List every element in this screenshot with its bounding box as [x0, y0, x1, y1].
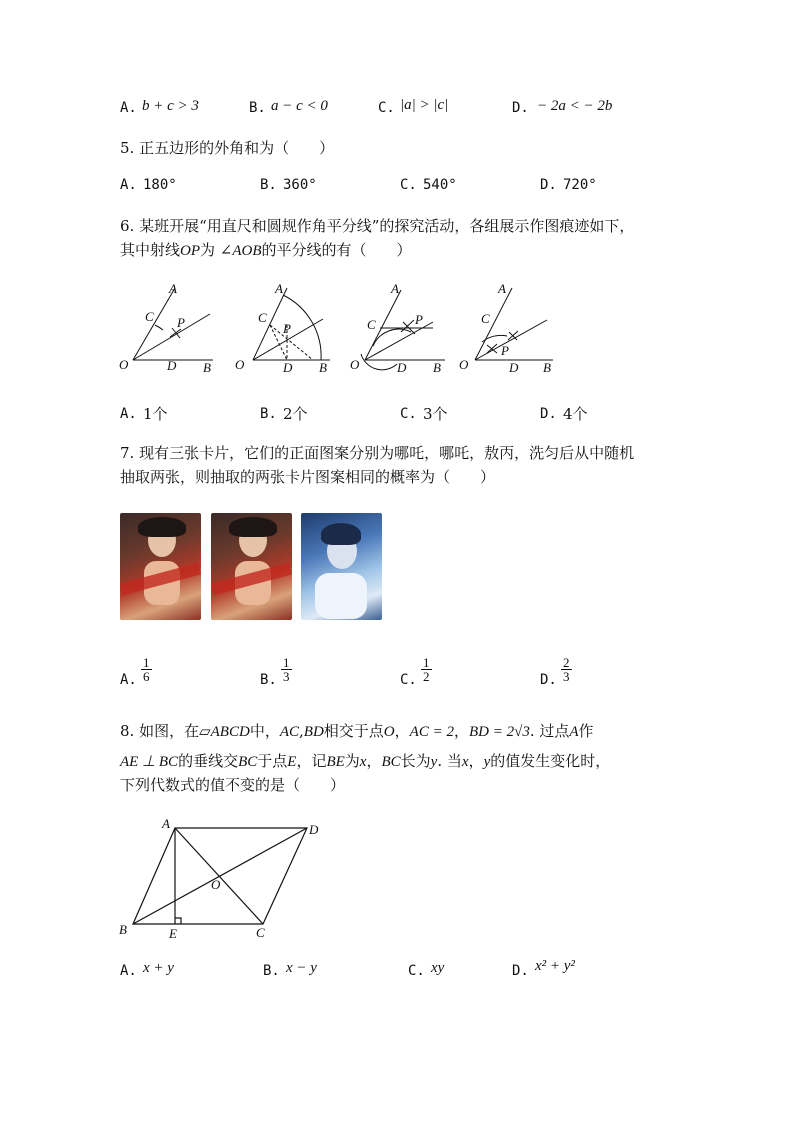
q8-ae-perp-bc: AE ⊥ BC [120, 754, 179, 770]
card-image-nezha-2 [211, 513, 292, 620]
q8-bc: BC [381, 754, 401, 770]
q8-a: A [569, 724, 579, 740]
q8-option-d-label: D. [512, 963, 529, 979]
q4-option-c-expr: |a| > |c| [400, 97, 449, 113]
q7-option-c-label: C. [400, 672, 417, 688]
q8-fig-label-c: C [256, 925, 265, 940]
q8-fig-label-e: E [169, 926, 177, 941]
q8-text: ，记 [296, 752, 327, 770]
q6-option-a-label: A. [120, 406, 137, 422]
q4-option-c-label: C. [378, 100, 395, 116]
q8-option-a-label: A. [120, 963, 137, 979]
fig3-label-a: A [391, 281, 399, 296]
q7-option-d-den: 3 [563, 669, 570, 684]
q8-bd-eq: BD = 2√3 [468, 724, 530, 740]
q7-stem-line1: 7. 现有三张卡片，它们的正面图案分别为哪吒，哪吒，敖丙，洗匀后从中随机 [120, 444, 635, 462]
q8-fig-label-d: D [309, 822, 319, 837]
q6-angle-aob: AOB [232, 243, 262, 259]
fig1-label-p: P [177, 315, 185, 330]
q8-be: BE [326, 754, 345, 770]
q7-option-a-fraction [141, 656, 152, 683]
q8-text: ， [468, 752, 484, 770]
card-image-nezha-1 [120, 513, 201, 620]
fig3-label-b: B [433, 360, 441, 375]
fig2-label-p: P [283, 321, 291, 336]
q5-option-b-expr: 360° [283, 177, 317, 193]
fig4-label-d: D [509, 360, 519, 375]
fig1-label-c: C [145, 309, 154, 324]
q7-option-b-fraction [281, 656, 292, 683]
q8-text: 相交于点 [323, 722, 384, 740]
q6-option-c-expr: 3个 [423, 405, 448, 423]
q8-text: 8. 如图，在 [120, 722, 200, 740]
q8-text: 作 [578, 722, 594, 740]
q8-ac: AC [279, 724, 299, 740]
q8-option-b-expr: x − y [286, 960, 317, 976]
q5-option-c-expr: 540° [423, 177, 457, 193]
q5-option-a-expr: 180° [143, 177, 177, 193]
q8-text: . 过点 [529, 722, 570, 740]
q4-option-a-expr: b + c > 3 [142, 98, 199, 114]
q8-bc: BC [238, 754, 258, 770]
q6-option-b-label: B. [260, 406, 277, 422]
q6-option-b-expr: 2个 [283, 405, 308, 423]
fig4-label-p: P [501, 343, 509, 358]
fig3-label-c: C [367, 317, 376, 332]
q8-ac-eq: AC = 2 [409, 724, 454, 740]
q5-option-b-label: B. [260, 177, 277, 193]
q8-y: y [483, 754, 491, 770]
q6-option-d-label: D. [540, 406, 557, 422]
q8-parallelogram-symbol: ▱ [199, 722, 211, 740]
q8-text: ， [453, 722, 469, 740]
q8-abcd: ABCD [210, 724, 250, 740]
q8-text: 长为 [400, 752, 431, 770]
q8-text: . 当 [437, 752, 462, 770]
q4-option-d-expr: − 2a < − 2b [537, 98, 613, 114]
q7-option-c-fraction [421, 656, 432, 683]
fig1-label-o: O [119, 357, 129, 372]
q8-y: y [430, 754, 438, 770]
q8-fig-label-o: O [211, 877, 221, 892]
q8-stem-line3: 下列代数式的值不变的是（ ） [120, 776, 346, 794]
q8-text: 中， [249, 722, 280, 740]
q8-stem-line1 [120, 721, 594, 742]
q6-option-d-expr: 4个 [563, 405, 588, 423]
q7-option-d-label: D. [540, 672, 557, 688]
q6-option-a-expr: 1个 [143, 405, 168, 423]
q6-text: 的平分线的有（ ） [261, 241, 412, 259]
q5-option-a-label: A. [120, 177, 137, 193]
q8-text: ， [366, 752, 382, 770]
q8-fig-label-a: A [162, 816, 170, 831]
fig4-label-o: O [459, 357, 469, 372]
q8-stem-line2 [120, 751, 610, 772]
fig3-label-d: D [397, 360, 407, 375]
q8-o: O [383, 724, 395, 740]
fig1-label-d: D [167, 358, 177, 373]
q8-text: 于点 [257, 752, 288, 770]
fig2-label-c: C [258, 310, 267, 325]
q6-option-c-label: C. [400, 406, 417, 422]
q4-option-d-label: D. [512, 100, 529, 116]
q5-option-d-expr: 720° [563, 177, 597, 193]
card-image-aobing [301, 513, 382, 620]
fig3-label-o: O [350, 357, 360, 372]
q7-stem-line2: 抽取两张，则抽取的两张卡片图案相同的概率为（ ） [120, 468, 496, 486]
q6-stem-line1: 6. 某班开展“用直尺和圆规作角平分线”的探究活动，各组展示作图痕迹如下， [120, 217, 635, 235]
q6-text: 为 ∠ [200, 241, 233, 259]
q7-option-d-num: 2 [563, 655, 570, 670]
q8-option-c-label: C. [408, 963, 425, 979]
q6-angle-bisector-figures [115, 280, 575, 380]
q7-option-d-fraction [561, 656, 572, 683]
q4-option-b-label: B. [249, 100, 266, 116]
q8-fig-label-b: B [119, 922, 127, 937]
q8-option-a-expr: x + y [143, 960, 174, 976]
fig1-label-a: A [169, 281, 177, 296]
q7-option-c-den: 2 [423, 669, 430, 684]
q8-e: E [287, 754, 297, 770]
q8-text: 为 [344, 752, 360, 770]
q8-text: ， [394, 722, 410, 740]
q8-x: x [461, 754, 469, 770]
fig2-label-d: D [283, 360, 293, 375]
fig3-label-p: P [415, 312, 423, 327]
q5-option-d-label: D. [540, 177, 557, 193]
fig4-label-c: C [481, 311, 490, 326]
q8-parallelogram-figure [115, 812, 345, 942]
q8-option-c-expr: xy [431, 960, 445, 976]
q8-option-d-expr: x² + y² [535, 958, 575, 974]
q7-option-b-den: 3 [283, 669, 290, 684]
q5-stem: 5. 正五边形的外角和为（ ） [120, 139, 335, 157]
q7-option-b-label: B. [260, 672, 277, 688]
q7-option-a-num: 1 [143, 655, 150, 670]
fig4-label-b: B [543, 360, 551, 375]
q6-ray-op: OP [180, 243, 201, 259]
q5-option-c-label: C. [400, 177, 417, 193]
q8-text: 的值发生变化时， [490, 752, 611, 770]
fig2-label-o: O [235, 357, 245, 372]
fig2-label-b: B [319, 360, 327, 375]
q8-text: 的垂线交 [178, 752, 239, 770]
q7-option-c-num: 1 [423, 655, 430, 670]
q4-option-b-expr: a − c < 0 [271, 98, 328, 114]
fig4-label-a: A [498, 281, 506, 296]
q8-option-b-label: B. [263, 963, 280, 979]
q8-text: , [299, 722, 304, 740]
fig2-label-a: A [275, 281, 283, 296]
fig1-label-b: B [203, 360, 211, 375]
q8-x: x [359, 754, 367, 770]
q7-option-a-label: A. [120, 672, 137, 688]
q7-option-b-num: 1 [283, 655, 290, 670]
q4-option-a-label: A. [120, 100, 137, 116]
q6-stem-line2 [120, 240, 412, 261]
q6-text: 其中射线 [120, 241, 181, 259]
q8-bd: BD [303, 724, 324, 740]
q7-option-a-den: 6 [143, 669, 150, 684]
